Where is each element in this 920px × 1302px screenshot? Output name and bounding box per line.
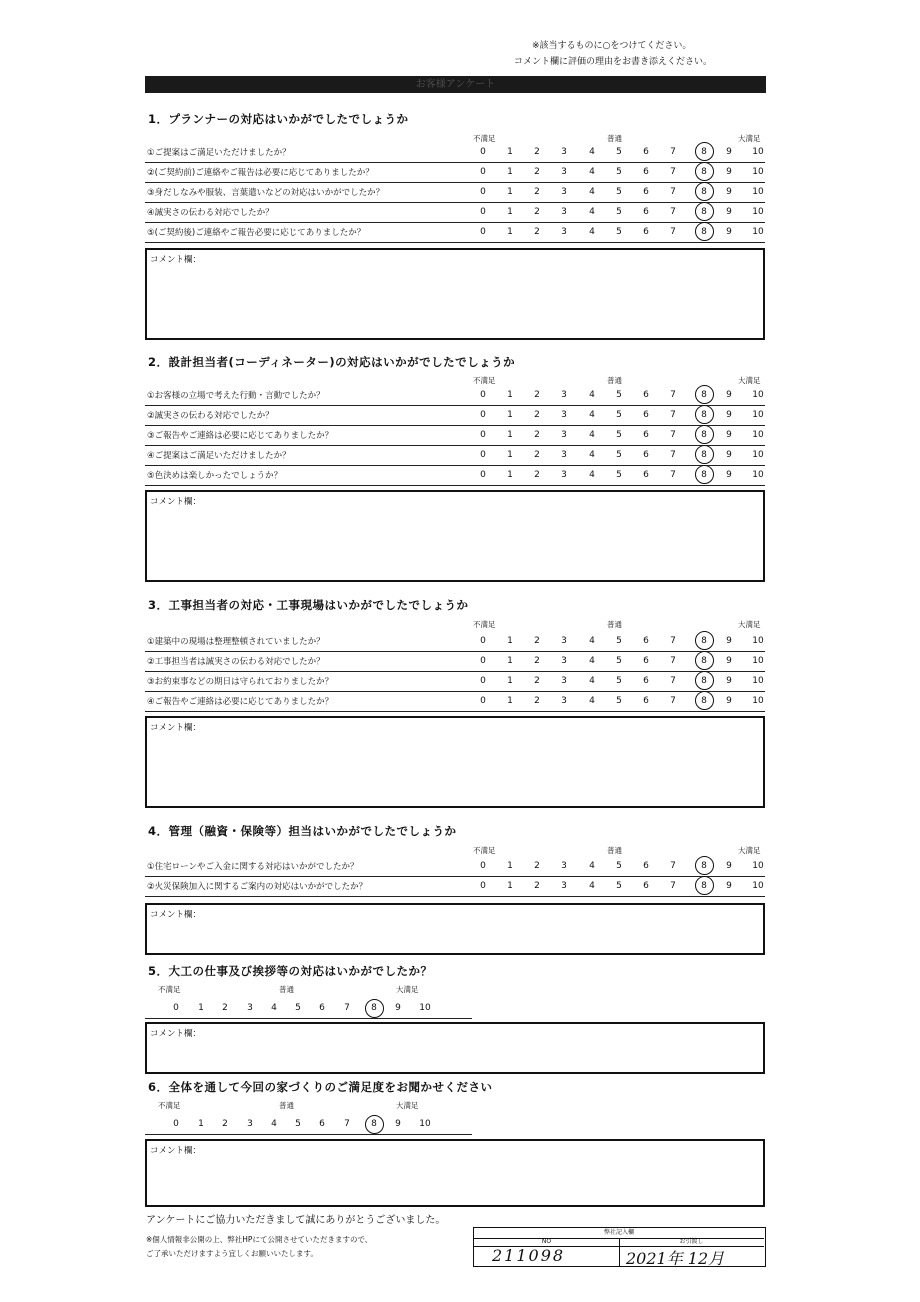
rating-option-8[interactable]: 8 — [701, 390, 707, 400]
rating-option-1[interactable]: 1 — [507, 227, 513, 237]
section-title: 4．管理（融資・保険等）担当はいかがでしたでしょうか — [148, 824, 457, 838]
comment-label: コメント欄： — [150, 910, 202, 920]
rating-option-5[interactable]: 5 — [616, 881, 622, 891]
rating-option-1[interactable]: 1 — [507, 450, 513, 460]
rating-option-9[interactable]: 9 — [726, 167, 732, 177]
rating-option-0[interactable]: 0 — [480, 450, 486, 460]
rating-option-10[interactable]: 10 — [752, 881, 764, 891]
rating-option-5[interactable]: 5 — [616, 656, 622, 666]
rating-option-7[interactable]: 7 — [670, 390, 676, 400]
rating-option-1[interactable]: 1 — [507, 636, 513, 646]
scale-high-label: 大満足 — [738, 134, 761, 143]
instruction-note-1: ※該当するものに○をつけてください。 — [532, 41, 692, 51]
selected-rating-circle — [695, 222, 714, 241]
scale-mid-label: 普通 — [607, 620, 622, 629]
rating-option-8[interactable]: 8 — [701, 881, 707, 891]
rating-option-10[interactable]: 10 — [752, 390, 764, 400]
comment-box[interactable] — [145, 903, 765, 955]
section-title: 6．全体を通して今回の家づくりのご満足度をお聞かせください — [148, 1080, 493, 1094]
question-row — [145, 163, 765, 183]
rating-option-10[interactable]: 10 — [752, 430, 764, 440]
rating-option-8[interactable]: 8 — [371, 1003, 377, 1013]
question-row — [145, 877, 765, 897]
rating-option-7[interactable]: 7 — [670, 676, 676, 686]
section-title: 5．大工の仕事及び挨拶等の対応はいかがでしたか？ — [148, 964, 433, 978]
rating-option-4[interactable]: 4 — [589, 167, 595, 177]
question-text: ③ご報告やご連絡は必要に応じてありましたか？ — [147, 431, 334, 441]
instruction-note-2: コメント欄に評価の理由をお書き添えください。 — [514, 57, 713, 67]
question-text: ③身だしなみや服装、言葉遣いなどの対応はいかがでしたか？ — [147, 188, 385, 198]
scale-low-label: 不満足 — [158, 985, 181, 994]
rating-option-7[interactable]: 7 — [670, 861, 676, 871]
rating-option-7[interactable]: 7 — [670, 147, 676, 157]
rating-option-3[interactable]: 3 — [561, 636, 567, 646]
rating-option-0[interactable]: 0 — [173, 1119, 179, 1129]
rating-option-2[interactable]: 2 — [534, 207, 540, 217]
selected-rating-circle — [695, 182, 714, 201]
rating-option-6[interactable]: 6 — [643, 676, 649, 686]
comment-label: コメント欄： — [150, 255, 202, 265]
question-text: ②火災保険加入に関するご案内の対応はいかがでしたか？ — [147, 882, 368, 892]
question-text: ①建築中の現場は整理整頓されていましたか？ — [147, 637, 325, 647]
rating-option-4[interactable]: 4 — [589, 227, 595, 237]
rating-option-9[interactable]: 9 — [726, 676, 732, 686]
rating-option-7[interactable]: 7 — [670, 881, 676, 891]
rating-option-7[interactable]: 7 — [670, 410, 676, 420]
rating-option-1[interactable]: 1 — [507, 656, 513, 666]
rating-option-9[interactable]: 9 — [726, 147, 732, 157]
question-text: ②(ご契約前)ご連絡やご報告は必要に応じてありましたか？ — [147, 168, 374, 178]
rating-option-2[interactable]: 2 — [534, 696, 540, 706]
rating-option-2[interactable]: 2 — [534, 390, 540, 400]
rating-option-2[interactable]: 2 — [534, 470, 540, 480]
rating-option-9[interactable]: 9 — [726, 187, 732, 197]
rating-option-3[interactable]: 3 — [561, 470, 567, 480]
rating-option-8[interactable]: 8 — [701, 676, 707, 686]
rating-option-6[interactable]: 6 — [643, 430, 649, 440]
rating-option-6[interactable]: 6 — [643, 187, 649, 197]
rating-option-3[interactable]: 3 — [561, 676, 567, 686]
rating-option-1[interactable]: 1 — [507, 187, 513, 197]
rating-option-2[interactable]: 2 — [534, 636, 540, 646]
handover-value: 2021年 12月 — [626, 1249, 725, 1268]
rating-option-1[interactable]: 1 — [507, 676, 513, 686]
rating-option-8[interactable]: 8 — [701, 410, 707, 420]
rating-option-7[interactable]: 7 — [670, 450, 676, 460]
scale-mid-label: 普通 — [607, 134, 622, 143]
rating-option-7[interactable]: 7 — [670, 430, 676, 440]
question-text: ②誠実さの伝わる対応でしたか？ — [147, 411, 274, 421]
rating-option-5[interactable]: 5 — [616, 470, 622, 480]
question-row — [145, 466, 765, 486]
rating-option-5[interactable]: 5 — [616, 430, 622, 440]
selected-rating-circle — [695, 691, 714, 710]
rating-option-5[interactable]: 5 — [616, 390, 622, 400]
scale-low-label: 不満足 — [473, 846, 496, 855]
rating-option-7[interactable]: 7 — [670, 227, 676, 237]
rating-option-3[interactable]: 3 — [247, 1119, 253, 1129]
scale-low-label: 不満足 — [158, 1101, 181, 1110]
selected-rating-circle — [695, 876, 714, 895]
rating-option-5[interactable]: 5 — [616, 227, 622, 237]
rating-option-8[interactable]: 8 — [701, 656, 707, 666]
rating-option-10[interactable]: 10 — [752, 207, 764, 217]
rating-option-10[interactable]: 10 — [419, 1003, 431, 1013]
rating-option-8[interactable]: 8 — [701, 861, 707, 871]
no-label: NO — [474, 1238, 620, 1247]
rating-option-9[interactable]: 9 — [395, 1119, 401, 1129]
question-row — [145, 652, 765, 672]
handover-label: お引渡し — [619, 1238, 764, 1247]
rating-option-6[interactable]: 6 — [643, 167, 649, 177]
rating-option-10[interactable]: 10 — [752, 676, 764, 686]
comment-box[interactable] — [145, 1022, 765, 1074]
question-row — [145, 446, 765, 466]
selected-rating-circle — [695, 142, 714, 161]
selected-rating-circle — [695, 671, 714, 690]
rating-option-3[interactable]: 3 — [561, 656, 567, 666]
question-row — [145, 223, 765, 243]
rating-option-3[interactable]: 3 — [561, 410, 567, 420]
scale-low-label: 不満足 — [473, 376, 496, 385]
question-text: ③お約束事などの期日は守られておりましたか？ — [147, 677, 334, 687]
rating-option-10[interactable]: 10 — [752, 696, 764, 706]
comment-label: コメント欄： — [150, 497, 202, 507]
question-row — [145, 406, 765, 426]
rating-option-8[interactable]: 8 — [371, 1119, 377, 1129]
question-row — [145, 857, 765, 877]
selected-rating-circle — [365, 1115, 384, 1134]
comment-label: コメント欄： — [150, 723, 202, 733]
rating-option-2[interactable]: 2 — [534, 147, 540, 157]
rating-option-9[interactable]: 9 — [726, 470, 732, 480]
section-title: 1．プランナーの対応はいかがでしたでしょうか — [148, 112, 409, 126]
rating-option-9[interactable]: 9 — [726, 636, 732, 646]
question-row — [145, 143, 765, 163]
rating-option-6[interactable]: 6 — [643, 881, 649, 891]
rating-option-7[interactable]: 7 — [670, 636, 676, 646]
rating-option-7[interactable]: 7 — [344, 1003, 350, 1013]
rating-option-9[interactable]: 9 — [726, 207, 732, 217]
rating-option-10[interactable]: 10 — [752, 450, 764, 460]
rating-option-9[interactable]: 9 — [726, 656, 732, 666]
rating-option-0[interactable]: 0 — [480, 207, 486, 217]
rating-option-4[interactable]: 4 — [589, 656, 595, 666]
rating-option-0[interactable]: 0 — [480, 881, 486, 891]
rating-option-5[interactable]: 5 — [616, 167, 622, 177]
rating-option-5[interactable]: 5 — [616, 636, 622, 646]
scale-low-label: 不満足 — [473, 134, 496, 143]
rating-option-0[interactable]: 0 — [480, 167, 486, 177]
question-row — [145, 426, 765, 446]
rating-option-6[interactable]: 6 — [319, 1119, 325, 1129]
selected-rating-circle — [695, 856, 714, 875]
rating-option-6[interactable]: 6 — [643, 470, 649, 480]
rating-option-4[interactable]: 4 — [589, 187, 595, 197]
no-value: 211098 — [492, 1246, 566, 1265]
rating-option-8[interactable]: 8 — [701, 470, 707, 480]
scale-high-label: 大満足 — [738, 846, 761, 855]
office-use-box — [473, 1227, 766, 1267]
selected-rating-circle — [695, 405, 714, 424]
rating-option-7[interactable]: 7 — [670, 656, 676, 666]
rating-option-1[interactable]: 1 — [507, 881, 513, 891]
rating-option-2[interactable]: 2 — [534, 167, 540, 177]
rating-option-1[interactable]: 1 — [507, 147, 513, 157]
rating-option-5[interactable]: 5 — [616, 187, 622, 197]
rating-option-2[interactable]: 2 — [534, 861, 540, 871]
rating-option-7[interactable]: 7 — [670, 470, 676, 480]
rating-option-10[interactable]: 10 — [752, 636, 764, 646]
rating-option-8[interactable]: 8 — [701, 450, 707, 460]
rating-option-6[interactable]: 6 — [643, 227, 649, 237]
rating-option-1[interactable]: 1 — [507, 390, 513, 400]
rating-option-0[interactable]: 0 — [480, 696, 486, 706]
rating-option-4[interactable]: 4 — [589, 390, 595, 400]
rating-option-0[interactable]: 0 — [480, 656, 486, 666]
rating-option-2[interactable]: 2 — [534, 410, 540, 420]
rating-option-5[interactable]: 5 — [616, 450, 622, 460]
rating-option-6[interactable]: 6 — [643, 450, 649, 460]
rating-option-0[interactable]: 0 — [480, 470, 486, 480]
rating-option-6[interactable]: 6 — [643, 390, 649, 400]
rating-option-2[interactable]: 2 — [222, 1119, 228, 1129]
rating-option-6[interactable]: 6 — [319, 1003, 325, 1013]
question-row — [145, 203, 765, 223]
rating-underline — [145, 1134, 472, 1135]
scale-mid-label: 普通 — [607, 846, 622, 855]
rating-option-5[interactable]: 5 — [616, 147, 622, 157]
section-title: 3．工事担当者の対応・工事現場はいかがでしたでしょうか — [148, 598, 469, 612]
rating-underline — [145, 1018, 472, 1019]
selected-rating-circle — [695, 162, 714, 181]
rating-option-2[interactable]: 2 — [534, 430, 540, 440]
rating-option-9[interactable]: 9 — [726, 881, 732, 891]
rating-option-4[interactable]: 4 — [589, 470, 595, 480]
rating-option-6[interactable]: 6 — [643, 207, 649, 217]
rating-option-9[interactable]: 9 — [395, 1003, 401, 1013]
scale-high-label: 大満足 — [738, 376, 761, 385]
rating-option-7[interactable]: 7 — [344, 1119, 350, 1129]
rating-option-3[interactable]: 3 — [561, 861, 567, 871]
rating-option-0[interactable]: 0 — [480, 430, 486, 440]
rating-option-10[interactable]: 10 — [752, 470, 764, 480]
rating-option-4[interactable]: 4 — [271, 1003, 277, 1013]
scale-mid-label: 普通 — [607, 376, 622, 385]
question-text: ④ご提案はご満足いただけましたか？ — [147, 451, 291, 461]
rating-option-8[interactable]: 8 — [701, 430, 707, 440]
rating-option-1[interactable]: 1 — [507, 430, 513, 440]
question-text: ②工事担当者は誠実さの伝わる対応でしたか？ — [147, 657, 325, 667]
scale-low-label: 不満足 — [473, 620, 496, 629]
rating-option-10[interactable]: 10 — [752, 147, 764, 157]
question-row — [145, 183, 765, 203]
rating-option-1[interactable]: 1 — [198, 1003, 204, 1013]
scale-mid-label: 普通 — [279, 985, 294, 994]
question-row — [145, 386, 765, 406]
rating-option-0[interactable]: 0 — [480, 227, 486, 237]
rating-option-9[interactable]: 9 — [726, 410, 732, 420]
rating-option-10[interactable]: 10 — [752, 861, 764, 871]
rating-option-6[interactable]: 6 — [643, 636, 649, 646]
rating-option-6[interactable]: 6 — [643, 656, 649, 666]
rating-option-9[interactable]: 9 — [726, 861, 732, 871]
rating-option-3[interactable]: 3 — [561, 450, 567, 460]
scale-mid-label: 普通 — [279, 1101, 294, 1110]
rating-option-4[interactable]: 4 — [589, 881, 595, 891]
rating-option-6[interactable]: 6 — [643, 861, 649, 871]
rating-option-3[interactable]: 3 — [561, 147, 567, 157]
question-row — [145, 692, 765, 712]
rating-option-3[interactable]: 3 — [247, 1003, 253, 1013]
rating-option-0[interactable]: 0 — [480, 390, 486, 400]
rating-option-3[interactable]: 3 — [561, 881, 567, 891]
rating-option-1[interactable]: 1 — [507, 410, 513, 420]
rating-option-4[interactable]: 4 — [589, 430, 595, 440]
rating-option-8[interactable]: 8 — [701, 227, 707, 237]
selected-rating-circle — [695, 465, 714, 484]
rating-option-4[interactable]: 4 — [589, 676, 595, 686]
rating-option-3[interactable]: 3 — [561, 167, 567, 177]
rating-option-4[interactable]: 4 — [589, 147, 595, 157]
rating-option-6[interactable]: 6 — [643, 147, 649, 157]
selected-rating-circle — [695, 631, 714, 650]
rating-option-8[interactable]: 8 — [701, 147, 707, 157]
rating-option-9[interactable]: 9 — [726, 390, 732, 400]
rating-option-2[interactable]: 2 — [534, 187, 540, 197]
rating-option-4[interactable]: 4 — [589, 636, 595, 646]
rating-option-0[interactable]: 0 — [480, 410, 486, 420]
question-text: ⑤(ご契約後)ご連絡やご報告必要に応じてありましたか？ — [147, 228, 366, 238]
question-text: ④ご報告やご連絡は必要に応じてありましたか？ — [147, 697, 334, 707]
comment-label: コメント欄： — [150, 1029, 202, 1039]
rating-option-2[interactable]: 2 — [534, 881, 540, 891]
question-row — [145, 672, 765, 692]
thanks-message: アンケートにご協力いただきまして誠にありがとうございました。 — [146, 1215, 446, 1226]
rating-option-1[interactable]: 1 — [507, 167, 513, 177]
rating-option-2[interactable]: 2 — [534, 656, 540, 666]
rating-option-1[interactable]: 1 — [507, 696, 513, 706]
office-divider — [619, 1246, 620, 1266]
rating-option-5[interactable]: 5 — [295, 1119, 301, 1129]
rating-option-2[interactable]: 2 — [534, 450, 540, 460]
rating-option-0[interactable]: 0 — [480, 861, 486, 871]
rating-option-1[interactable]: 1 — [507, 861, 513, 871]
rating-option-9[interactable]: 9 — [726, 696, 732, 706]
question-row — [145, 632, 765, 652]
rating-option-10[interactable]: 10 — [752, 227, 764, 237]
rating-option-2[interactable]: 2 — [222, 1003, 228, 1013]
section-title: 2．設計担当者(コーディネーター)の対応はいかがでしたでしょうか — [148, 355, 516, 369]
question-text: ①ご提案はご満足いただけましたか？ — [147, 148, 291, 158]
rating-option-4[interactable]: 4 — [589, 450, 595, 460]
rating-option-10[interactable]: 10 — [752, 656, 764, 666]
rating-option-9[interactable]: 9 — [726, 430, 732, 440]
rating-option-6[interactable]: 6 — [643, 410, 649, 420]
survey-banner: お客様アンケート — [145, 76, 766, 93]
rating-option-4[interactable]: 4 — [589, 696, 595, 706]
office-use-label: 弊社記入欄 — [474, 1228, 764, 1239]
comment-box[interactable] — [145, 490, 765, 582]
rating-option-8[interactable]: 8 — [701, 167, 707, 177]
question-text: ①住宅ローンやご入金に関する対応はいかがでしたか？ — [147, 862, 359, 872]
rating-option-6[interactable]: 6 — [643, 696, 649, 706]
rating-option-1[interactable]: 1 — [507, 207, 513, 217]
question-text: ①お客様の立場で考えた行動・言動でしたか？ — [147, 391, 325, 401]
selected-rating-circle — [695, 425, 714, 444]
rating-option-4[interactable]: 4 — [271, 1119, 277, 1129]
rating-option-3[interactable]: 3 — [561, 430, 567, 440]
rating-option-7[interactable]: 7 — [670, 187, 676, 197]
selected-rating-circle — [695, 445, 714, 464]
selected-rating-circle — [695, 202, 714, 221]
rating-option-5[interactable]: 5 — [295, 1003, 301, 1013]
rating-option-9[interactable]: 9 — [726, 227, 732, 237]
comment-box[interactable] — [145, 1139, 765, 1207]
selected-rating-circle — [695, 385, 714, 404]
rating-option-10[interactable]: 10 — [752, 187, 764, 197]
rating-option-2[interactable]: 2 — [534, 227, 540, 237]
rating-option-8[interactable]: 8 — [701, 207, 707, 217]
rating-option-5[interactable]: 5 — [616, 410, 622, 420]
rating-option-5[interactable]: 5 — [616, 861, 622, 871]
rating-option-0[interactable]: 0 — [173, 1003, 179, 1013]
rating-option-4[interactable]: 4 — [589, 410, 595, 420]
scale-high-label: 大満足 — [738, 620, 761, 629]
rating-option-1[interactable]: 1 — [198, 1119, 204, 1129]
scale-high-label: 大満足 — [396, 1101, 419, 1110]
privacy-note-1: ※個人情報非公開の上、弊社HPにて公開させていただきますので、 — [146, 1235, 373, 1244]
comment-box[interactable] — [145, 716, 765, 808]
rating-option-10[interactable]: 10 — [419, 1119, 431, 1129]
selected-rating-circle — [365, 999, 384, 1018]
rating-option-3[interactable]: 3 — [561, 187, 567, 197]
rating-option-0[interactable]: 0 — [480, 187, 486, 197]
rating-option-10[interactable]: 10 — [752, 410, 764, 420]
rating-option-2[interactable]: 2 — [534, 676, 540, 686]
comment-label: コメント欄： — [150, 1146, 202, 1156]
rating-option-5[interactable]: 5 — [616, 207, 622, 217]
question-text: ⑤色決めは楽しかったでしょうか？ — [147, 471, 283, 481]
privacy-note-2: ご了承いただけますよう宜しくお願いいたします。 — [146, 1249, 318, 1258]
rating-option-0[interactable]: 0 — [480, 676, 486, 686]
rating-option-3[interactable]: 3 — [561, 207, 567, 217]
rating-option-3[interactable]: 3 — [561, 227, 567, 237]
rating-option-7[interactable]: 7 — [670, 167, 676, 177]
rating-option-5[interactable]: 5 — [616, 696, 622, 706]
scale-high-label: 大満足 — [396, 985, 419, 994]
rating-option-0[interactable]: 0 — [480, 636, 486, 646]
rating-option-3[interactable]: 3 — [561, 390, 567, 400]
rating-option-8[interactable]: 8 — [701, 696, 707, 706]
question-text: ④誠実さの伝わる対応でしたか？ — [147, 208, 274, 218]
rating-option-4[interactable]: 4 — [589, 207, 595, 217]
rating-option-5[interactable]: 5 — [616, 676, 622, 686]
rating-option-7[interactable]: 7 — [670, 207, 676, 217]
selected-rating-circle — [695, 651, 714, 670]
rating-option-9[interactable]: 9 — [726, 450, 732, 460]
rating-option-8[interactable]: 8 — [701, 187, 707, 197]
rating-option-3[interactable]: 3 — [561, 696, 567, 706]
comment-box[interactable] — [145, 248, 765, 340]
rating-option-1[interactable]: 1 — [507, 470, 513, 480]
rating-option-7[interactable]: 7 — [670, 696, 676, 706]
rating-option-0[interactable]: 0 — [480, 147, 486, 157]
rating-option-4[interactable]: 4 — [589, 861, 595, 871]
rating-option-10[interactable]: 10 — [752, 167, 764, 177]
rating-option-8[interactable]: 8 — [701, 636, 707, 646]
